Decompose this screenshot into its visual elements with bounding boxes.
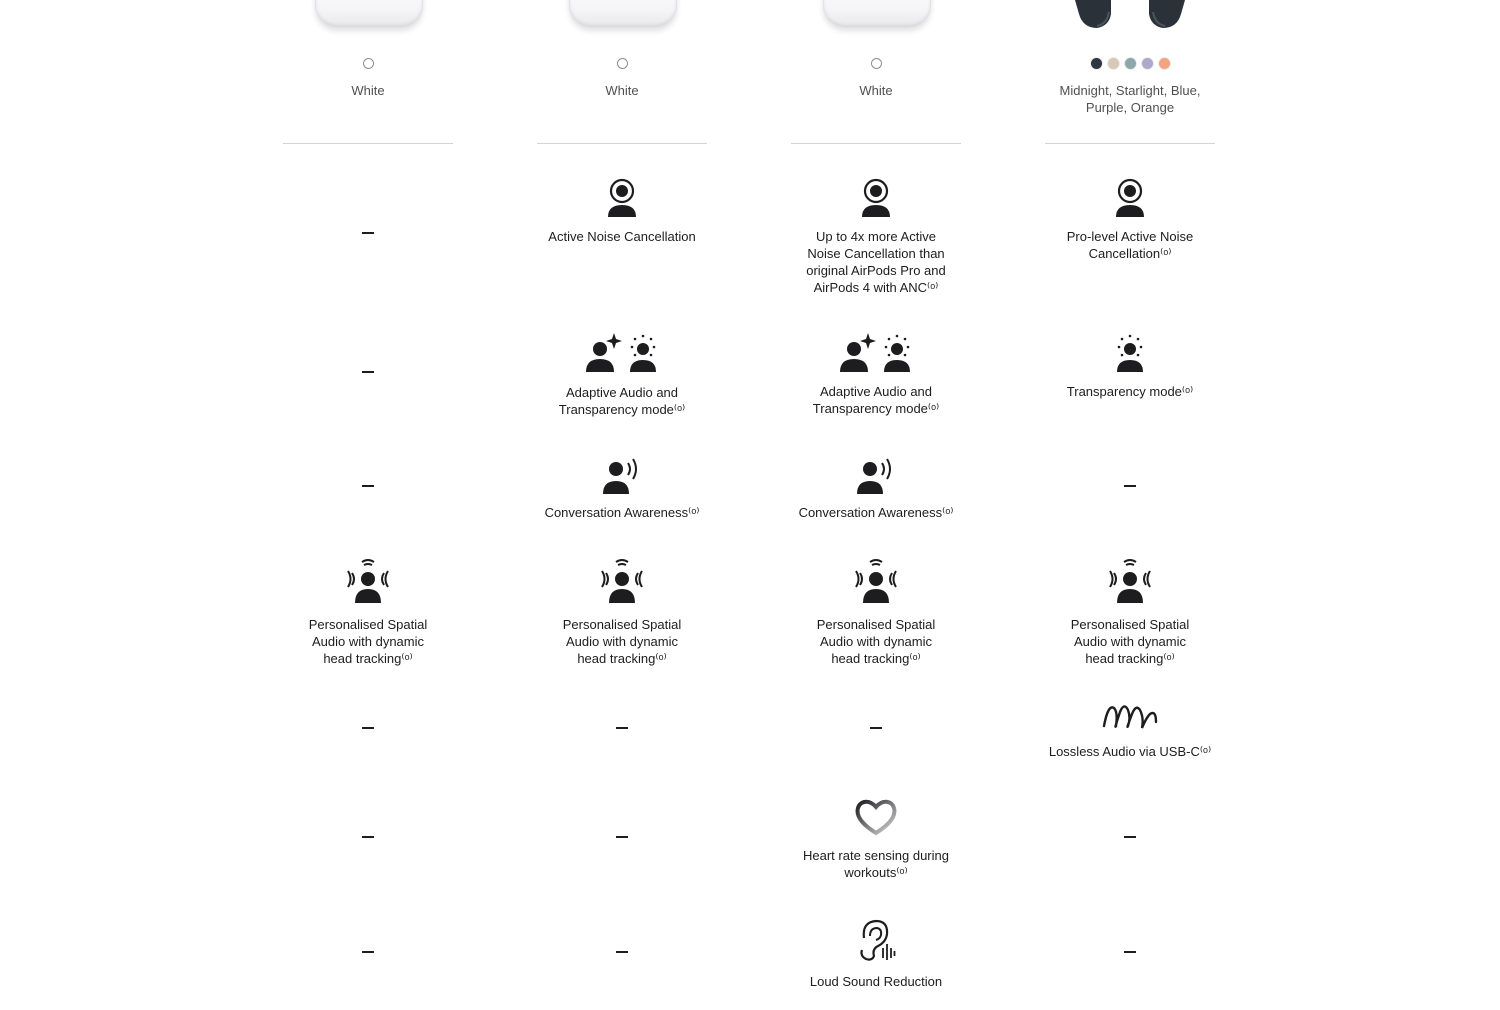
color-name: Midnight, Starlight, Blue, Purple, Orange <box>1059 83 1201 115</box>
feature-absent-dash <box>616 727 628 729</box>
swatch-purple[interactable] <box>1142 58 1153 69</box>
feature-absent-dash <box>362 951 374 953</box>
feature-label: Personalised Spatial Audio with dynamic head tracking⁽ᵒ⁾ <box>1070 617 1190 666</box>
transparency-icon <box>1114 333 1146 373</box>
product-column-airpods-max <box>1003 0 1257 1010</box>
noise-cancellation-icon <box>1114 178 1146 218</box>
feature-label: Up to 4x more Active Noise Cancellation than original AirPods Pro and AirPods 4 with ANC⁽ᵒ⁾ <box>806 229 946 295</box>
ear-icon <box>856 918 896 962</box>
feature-anc <box>1003 178 1257 262</box>
spatial-audio-icon <box>854 557 898 607</box>
adaptive-audio-icon <box>838 333 914 373</box>
feature-spatial-audio <box>749 557 1003 667</box>
spatial-audio-icon <box>346 557 390 607</box>
heart-icon <box>854 797 898 837</box>
noise-cancellation-icon <box>606 178 638 218</box>
color-name: White <box>859 83 893 98</box>
color-name: White <box>351 83 385 98</box>
feature-transparency <box>495 333 749 418</box>
feature-label: Heart rate sensing during workouts⁽ᵒ⁾ <box>803 848 949 880</box>
feature-lossless-audio <box>1003 702 1257 760</box>
color-swatches <box>749 58 1003 69</box>
feature-loud-sound-reduction <box>749 918 1003 990</box>
feature-label: Pro-level Active Noise Cancellation⁽ᵒ⁾ <box>1066 229 1194 261</box>
feature-absent-dash <box>362 371 374 373</box>
feature-label: Transparency mode⁽ᵒ⁾ <box>1066 384 1194 399</box>
feature-spatial-audio <box>1003 557 1257 667</box>
feature-absent-dash <box>362 485 374 487</box>
feature-absent-dash <box>362 727 374 729</box>
feature-label: Conversation Awareness⁽ᵒ⁾ <box>798 505 954 520</box>
feature-transparency <box>749 333 1003 417</box>
product-image <box>569 0 677 28</box>
product-column-airpods-pro <box>749 0 1003 1010</box>
feature-absent-dash <box>1124 951 1136 953</box>
divider <box>537 143 707 144</box>
feature-spatial-audio <box>495 557 749 667</box>
product-column-airpods-4 <box>241 0 495 1010</box>
feature-heart-rate <box>749 797 1003 881</box>
feature-label: Adaptive Audio and Transparency mode⁽ᵒ⁾ <box>558 385 686 417</box>
feature-label: Conversation Awareness⁽ᵒ⁾ <box>544 505 700 520</box>
color-swatches <box>241 58 495 69</box>
feature-conversation <box>749 455 1003 521</box>
feature-conversation <box>495 455 749 521</box>
feature-anc <box>495 178 749 245</box>
feature-absent-dash <box>1124 485 1136 487</box>
product-image <box>1071 0 1189 30</box>
swatch-white[interactable] <box>617 58 628 69</box>
product-column-airpods-4-anc <box>495 0 749 1010</box>
feature-absent-dash <box>1124 836 1136 838</box>
swatch-white[interactable] <box>363 58 374 69</box>
feature-label: Lossless Audio via USB-C⁽ᵒ⁾ <box>1048 744 1212 759</box>
feature-absent-dash <box>362 232 374 234</box>
feature-label: Active Noise Cancellation <box>548 229 696 244</box>
feature-label: Loud Sound Reduction <box>809 974 943 989</box>
swatch-blue[interactable] <box>1125 58 1136 69</box>
feature-absent-dash <box>616 951 628 953</box>
divider <box>283 143 453 144</box>
divider <box>791 143 961 144</box>
noise-cancellation-icon <box>860 178 892 218</box>
color-swatches <box>495 58 749 69</box>
lossless-audio-icon <box>1102 702 1158 732</box>
divider <box>1045 143 1215 144</box>
spatial-audio-icon <box>600 557 644 607</box>
adaptive-audio-icon <box>584 333 660 373</box>
swatch-midnight[interactable] <box>1091 58 1102 69</box>
feature-absent-dash <box>616 836 628 838</box>
feature-absent-dash <box>362 836 374 838</box>
feature-spatial-audio <box>241 557 495 667</box>
swatch-orange[interactable] <box>1159 58 1170 69</box>
product-image <box>315 0 423 28</box>
swatch-white[interactable] <box>871 58 882 69</box>
feature-absent-dash <box>870 727 882 729</box>
product-image <box>823 0 931 28</box>
conversation-awareness-icon <box>602 455 642 495</box>
feature-anc <box>749 178 1003 296</box>
feature-label: Adaptive Audio and Transparency mode⁽ᵒ⁾ <box>812 384 940 416</box>
feature-transparency <box>1003 333 1257 400</box>
feature-label: Personalised Spatial Audio with dynamic head tracking⁽ᵒ⁾ <box>562 617 682 666</box>
swatch-starlight[interactable] <box>1108 58 1119 69</box>
spatial-audio-icon <box>1108 557 1152 607</box>
color-name: White <box>605 83 639 98</box>
color-swatches <box>1003 58 1257 69</box>
conversation-awareness-icon <box>856 455 896 495</box>
feature-label: Personalised Spatial Audio with dynamic head tracking⁽ᵒ⁾ <box>816 617 936 666</box>
feature-label: Personalised Spatial Audio with dynamic head tracking⁽ᵒ⁾ <box>308 617 428 666</box>
